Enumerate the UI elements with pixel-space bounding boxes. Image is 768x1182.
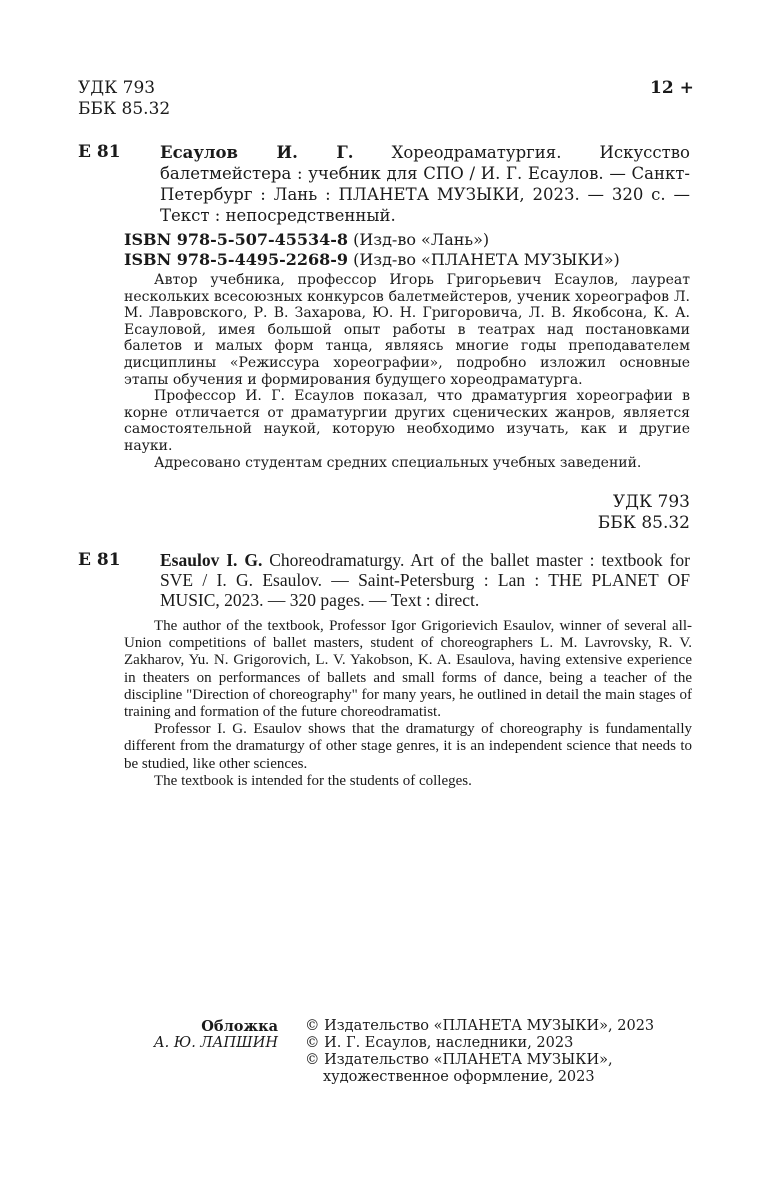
- ru-classification: [500, 492, 690, 534]
- ru-bbk: ББК 85.32: [597, 513, 690, 533]
- ru-annotation-para: Профессор И. Г. Есаулов показал, что драматургия хореографии в корне отличается от драматургии других сценических жанров, является самостоятельной наукой, которую необходимо изучать, как и другие науки.: [124, 388, 690, 454]
- header-bbk: ББК 85.32: [78, 99, 171, 119]
- ru-annotation: [124, 272, 690, 471]
- isbn-planet-number: ISBN 978-5-4495-2268-9: [124, 250, 349, 269]
- ru-entry-description: [160, 142, 690, 226]
- copyright-line: © И. Г. Есаулов, наследники, 2023: [305, 1035, 574, 1051]
- isbn-planet-publisher: (Изд-во «ПЛАНЕТА МУЗЫКИ»): [353, 250, 620, 269]
- ru-entry-author: Есаулов И. Г.: [160, 143, 354, 162]
- header-classification: [78, 78, 170, 120]
- en-annotation-para: The textbook is intended for the students of colleges.: [154, 772, 472, 789]
- ru-annotation-para: Адресовано студентам средних специальных учебных заведений.: [154, 454, 642, 471]
- ru-udk: УДК 793: [612, 492, 690, 512]
- header-udk: УДК 793: [78, 78, 156, 98]
- ru-annotation-para: Автор учебника, профессор Игорь Григорьевич Есаулов, лауреат нескольких всесоюзных конкурсов балетмейстеров, ученик хореографов Л. М. Лавровского, Р. В. Захарова, Ю. Н. Григоровича, Л. В. Якобсона, К. А. Есауловой, имея большой опыт работы в театрах над постановками балетов и малых форм танца, являясь многие годы преподавателем дисциплины «Режиссура хореографии», подробно изложил основные этапы обучения и формирования будущего хореодраматурга.: [124, 272, 690, 388]
- en-annotation-para: The author of the textbook, Professor Igor Grigorievich Esaulov, winner of several all-Union competitions of ballet masters, student of choreographers L. M. Lavrovsky, R. V. Zakharov, Yu. N. Grigorovich, L. V. Yakobson, K. A. Esaulova, having extensive experience in theaters on performances of ballets and small forms of dance, being a teacher of the discipline "Direction of choreography" for many years, he outlined in detail the main stages of training and formation of the future choreodramatist.: [124, 618, 692, 721]
- en-entry-text: Choreodramaturgy. Art of the ballet master : textbook for SVE / I. G. Esaulov. — Saint-Petersburg : Lan : THE PLANET OF MUSIC, 2023. — 320 pages. — Text : direct.: [160, 550, 691, 610]
- isbn-lan: [124, 230, 694, 250]
- ru-isbn-block: [124, 230, 694, 270]
- en-entry-code: Е 81: [78, 550, 121, 570]
- ru-entry-text: Хореодраматургия. Искусство балетмейстера : учебник для СПО / И. Г. Есаулов. — Санкт-Петербург : Лань : ПЛАНЕТА МУЗЫКИ, 2023. — 320 с. — Текст : непосредственный.: [160, 143, 690, 225]
- ru-entry-code: Е 81: [78, 142, 121, 162]
- cover-label: Обложка: [201, 1018, 278, 1035]
- cover-credit: [120, 1018, 278, 1052]
- en-annotation: [124, 618, 692, 790]
- cover-artist: А. Ю. ЛАПШИН: [153, 1035, 278, 1051]
- en-entry-author: Esaulov I. G.: [160, 550, 263, 570]
- isbn-lan-number: ISBN 978-5-507-45534-8: [124, 230, 349, 249]
- copyright-block: [305, 1018, 705, 1086]
- copyright-line: © Издательство «ПЛАНЕТА МУЗЫКИ», 2023: [305, 1018, 655, 1034]
- age-rating: 12 +: [650, 78, 694, 98]
- en-annotation-para: Professor I. G. Esaulov shows that the dramaturgy of choreography is fundamentally different from the dramaturgy of other stage genres, it is an independent science that needs to be studied, like other sciences.: [124, 721, 692, 772]
- en-entry-description: [160, 550, 690, 610]
- isbn-lan-publisher: (Изд-во «Лань»): [353, 230, 490, 249]
- copyright-line: © Издательство «ПЛАНЕТА МУЗЫКИ», художественное оформление, 2023: [305, 1052, 613, 1085]
- isbn-planet: [124, 250, 694, 270]
